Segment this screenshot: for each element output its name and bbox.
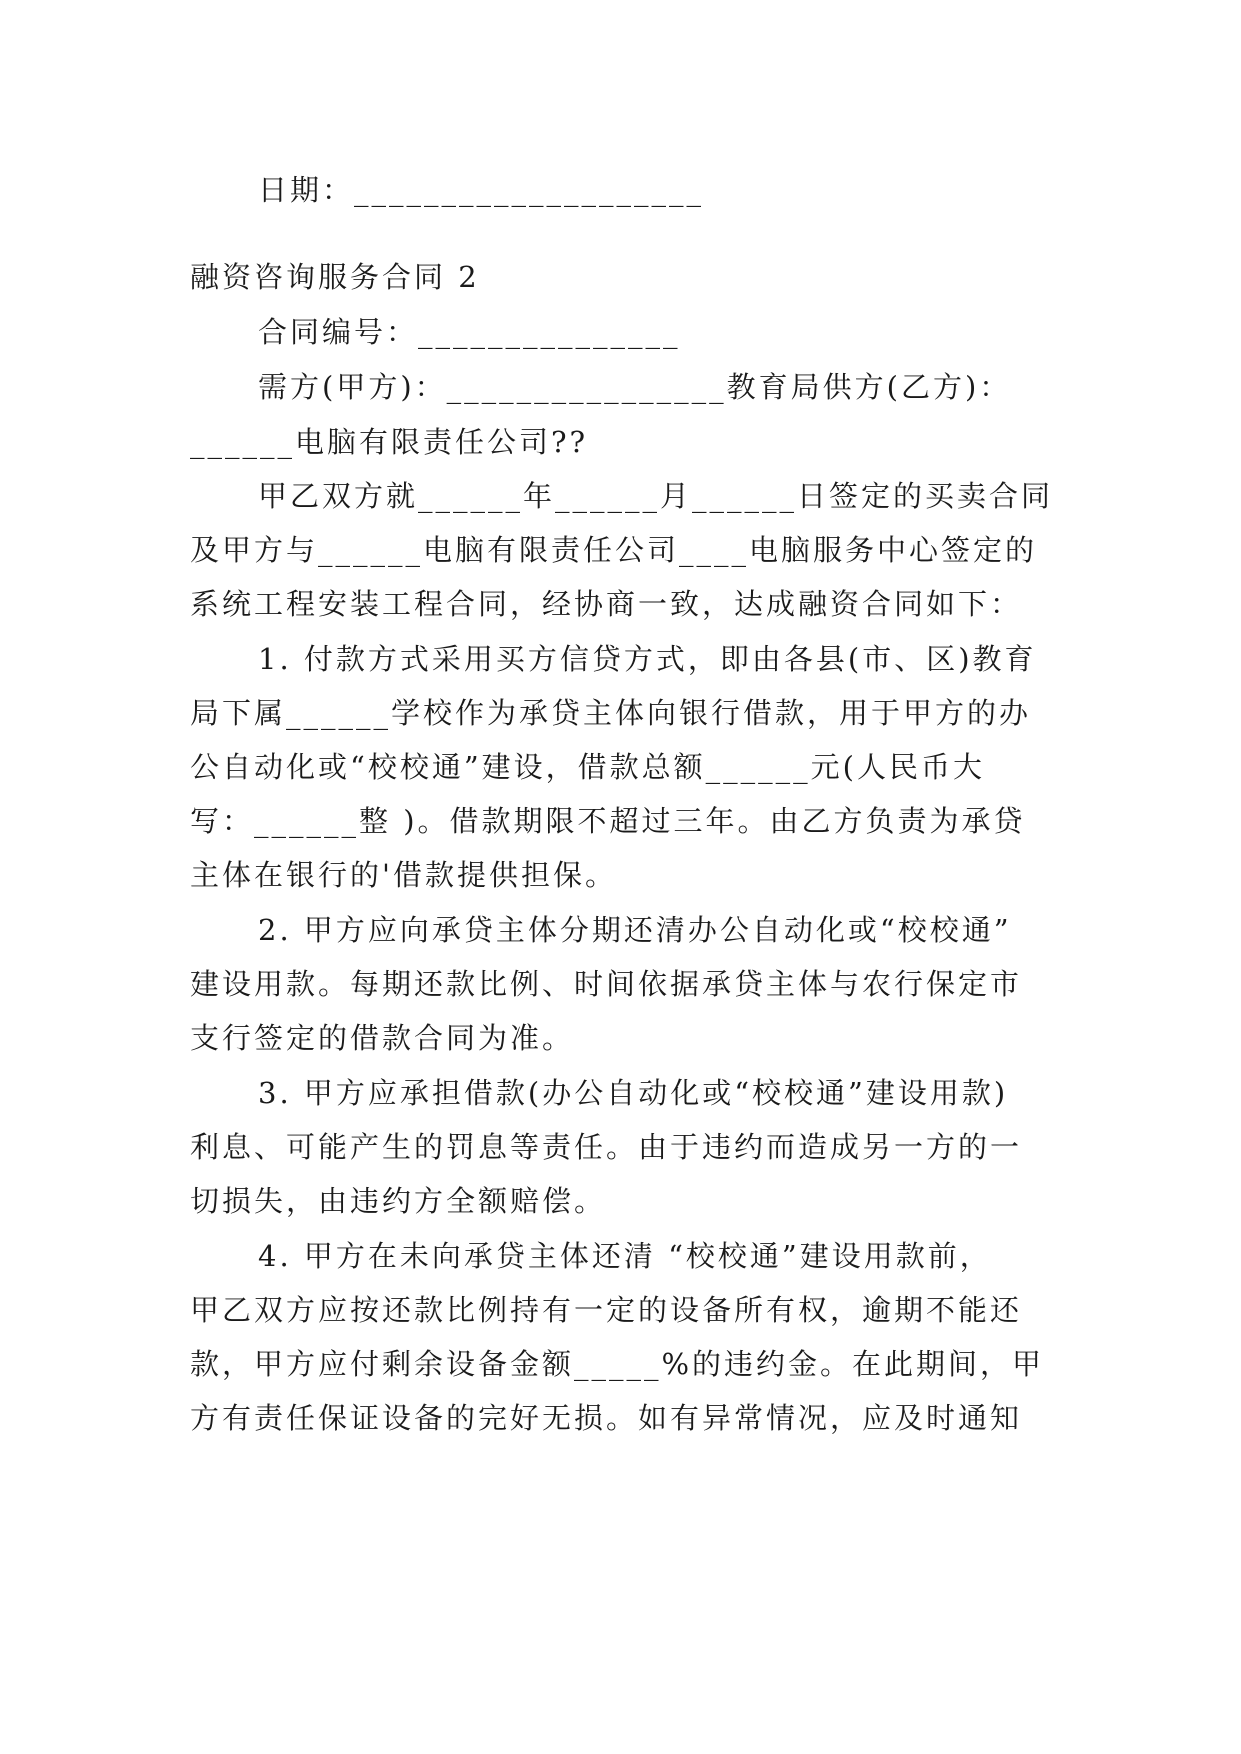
parties-line-2: ______电脑有限责任公司?? bbox=[190, 425, 589, 459]
contract-title: 融资咨询服务合同 2 bbox=[190, 260, 480, 294]
intro-line-2: 及甲方与______电脑有限责任公司____电脑服务中心签定的 bbox=[190, 533, 1038, 567]
clause4-line-3: 款，甲方应付剩余设备金额_____%的违约金。在此期间，甲 bbox=[190, 1347, 1045, 1381]
clause1-line-3: 公自动化或“校校通”建设，借款总额______元(人民币大 bbox=[190, 750, 985, 784]
clause1-line-1: 1. 付款方式采用买方信贷方式，即由各县(市、区)教育 bbox=[258, 642, 1037, 676]
clause1-line-2: 局下属______学校作为承贷主体向银行借款，用于甲方的办 bbox=[190, 696, 1032, 730]
clause2-line-2: 建设用款。每期还款比例、时间依据承贷主体与农行保定市 bbox=[190, 967, 1023, 1001]
clause1-line-4: 写：______整 )。借款期限不超过三年。由乙方负责为承贷 bbox=[190, 804, 1026, 838]
clause4-line-1: 4. 甲方在未向承贷主体还清 “校校通”建设用款前， bbox=[258, 1239, 992, 1273]
clause4-line-4: 方有责任保证设备的完好无损。如有异常情况，应及时通知 bbox=[190, 1401, 1023, 1435]
clause4-line-2: 甲乙双方应按还款比例持有一定的设备所有权，逾期不能还 bbox=[190, 1293, 1023, 1327]
clause3-line-3: 切损失，由违约方全额赔偿。 bbox=[190, 1184, 607, 1218]
date-line: 日期：____________________ bbox=[258, 173, 705, 207]
clause1-line-5: 主体在银行的'借款提供担保。 bbox=[190, 858, 617, 892]
intro-line-1: 甲乙双方就______年______月______日签定的买卖合同 bbox=[258, 479, 1054, 513]
clause2-line-3: 支行签定的借款合同为准。 bbox=[190, 1021, 575, 1055]
clause3-line-1: 3. 甲方应承担借款(办公自动化或“校校通”建设用款) bbox=[258, 1076, 1009, 1110]
parties-line-1: 需方(甲方)：________________教育局供方(乙方)： bbox=[258, 370, 1012, 404]
contract-number: 合同编号：_______________ bbox=[258, 315, 681, 349]
clause2-line-1: 2. 甲方应向承贷主体分期还清办公自动化或“校校通” bbox=[258, 913, 1012, 947]
clause3-line-2: 利息、可能产生的罚息等责任。由于违约而造成另一方的一 bbox=[190, 1130, 1023, 1164]
intro-line-3: 系统工程安装工程合同，经协商一致，达成融资合同如下： bbox=[190, 587, 1023, 621]
